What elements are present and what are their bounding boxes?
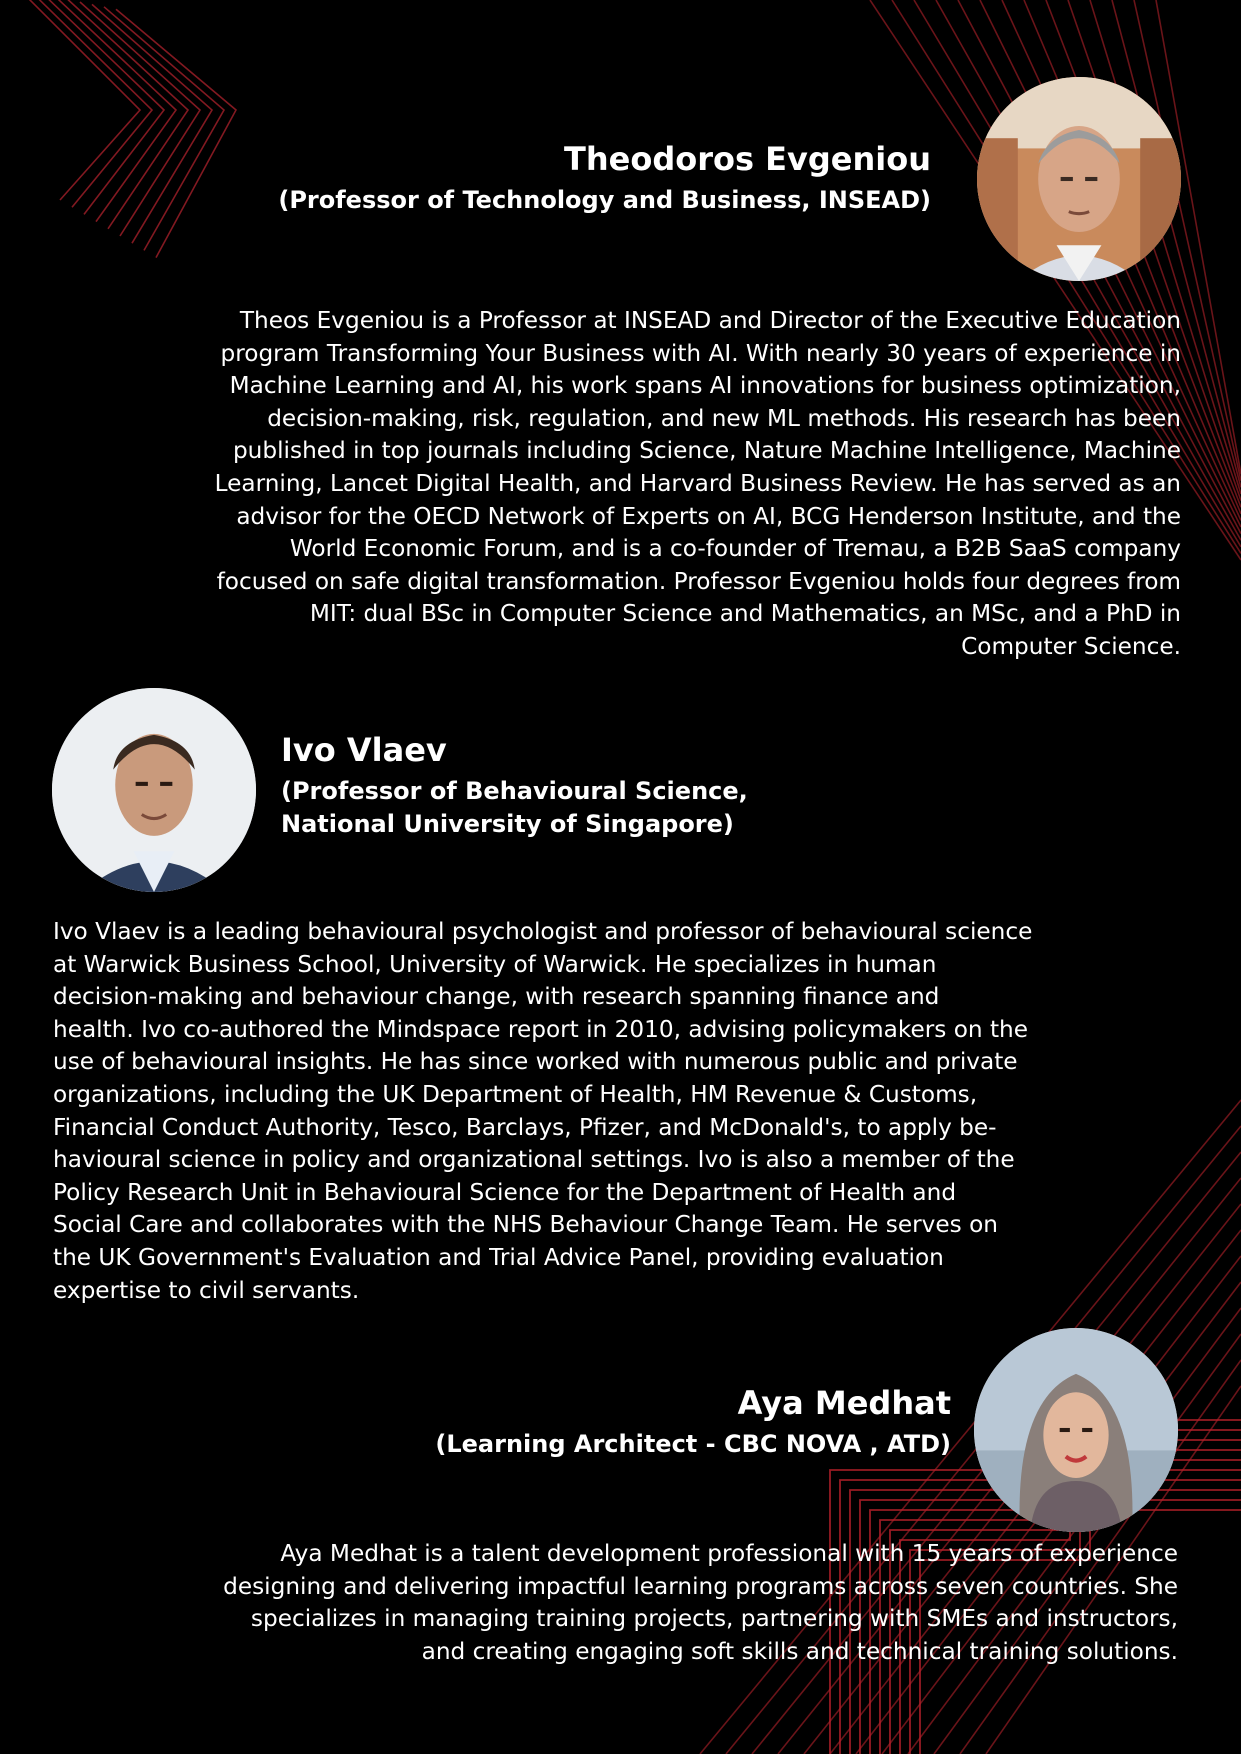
bio-line: Policy Research Unit in Behavioural Science for the Department of Health and [53, 1178, 957, 1206]
bio-line: Financial Conduct Authority, Tesco, Barclays, Pfizer, and McDonald's, to apply be- [53, 1113, 997, 1141]
bio-line: use of behavioural insights. He has since worked with numerous public and private [53, 1048, 1018, 1076]
bio-line: organizations, including the UK Department of Health, HM Revenue & Customs, [53, 1080, 978, 1108]
speaker-bio [28, 1538, 1178, 1668]
bio-line: Theos Evgeniou is a Professor at INSEAD and Director of the Executive Education [239, 307, 1181, 334]
bio-line: Computer Science. [961, 632, 1181, 660]
speaker-photo [974, 1328, 1178, 1532]
speaker-name: Theodoros Evgeniou [564, 140, 931, 178]
speaker-bio [31, 305, 1181, 664]
speaker-bio [53, 916, 1203, 1307]
bio-line: at Warwick Business School, University of Warwick. He specializes in human [53, 950, 937, 978]
bio-line: MIT: dual BSc in Computer Science and Mathematics, an MSc, and a PhD in [309, 600, 1181, 628]
bio-line: Social Care and collaborates with the NHS Behaviour Change Team. He serves on [53, 1211, 998, 1239]
bio-line: World Economic Forum, and is a co-founder of Tremau, a B2B SaaS company [289, 535, 1181, 563]
speaker-role-line-2: National University of Singapore) [281, 810, 734, 838]
bio-line: expertise to civil servants. [53, 1276, 360, 1304]
bio-line: specializes in managing training projects, partnering with SMEs and instructors, [250, 1605, 1178, 1633]
bio-line: focused on safe digital transformation. Professor Evgeniou holds four degrees from [216, 567, 1181, 595]
speaker-name: Ivo Vlaev [281, 731, 447, 769]
bio-line: Ivo Vlaev is a leading behavioural psychologist and professor of behavioural science [53, 918, 1033, 945]
bio-line: health. Ivo co-authored the Mindspace report in 2010, advising policymakers on the [53, 1015, 1028, 1043]
speaker-photo [52, 688, 256, 892]
speaker-photo [977, 77, 1181, 281]
portrait-woman-headscarf-icon [974, 1328, 1178, 1532]
bio-line: Aya Medhat is a talent development professional with 15 years of experience [280, 1540, 1178, 1567]
bio-line: advisor for the OECD Network of Experts on AI, BCG Henderson Institute, and the [236, 502, 1181, 530]
bio-line: Machine Learning and AI, his work spans AI innovations for business optimization, [229, 372, 1181, 400]
speaker-role: (Professor of Technology and Business, INSEAD) [278, 186, 931, 214]
bio-line: designing and delivering impactful learning programs across seven countries. She [223, 1572, 1178, 1600]
speaker-card-ivo [0, 680, 1241, 1320]
speaker-role-line-1: (Professor of Behavioural Science, [281, 777, 748, 805]
bio-line: and creating engaging soft skills and technical training solutions. [421, 1637, 1178, 1665]
bio-line: decision-making and behaviour change, with research spanning finance and [53, 983, 940, 1011]
speaker-card-theodoros [0, 0, 1241, 680]
bio-line: program Transforming Your Business with AI. With nearly 30 years of experience in [220, 339, 1181, 367]
bio-line: Learning, Lancet Digital Health, and Harvard Business Review. He has served as an [214, 469, 1181, 497]
bio-line: decision-making, risk, regulation, and new ML methods. His research has been [267, 404, 1181, 432]
bio-line: published in top journals including Science, Nature Machine Intelligence, Machine [232, 437, 1181, 465]
bio-line: havioural science in policy and organizational settings. Ivo is also a member of the [53, 1146, 1015, 1174]
speaker-card-aya [0, 1320, 1241, 1754]
portrait-man-dark-hair-icon [52, 688, 256, 892]
bio-line: the UK Government's Evaluation and Trial Advice Panel, providing evaluation [53, 1243, 944, 1271]
portrait-man-grey-hair-icon [977, 77, 1181, 281]
speaker-role: (Learning Architect - CBC NOVA , ATD) [435, 1430, 951, 1458]
speaker-name: Aya Medhat [737, 1384, 951, 1422]
